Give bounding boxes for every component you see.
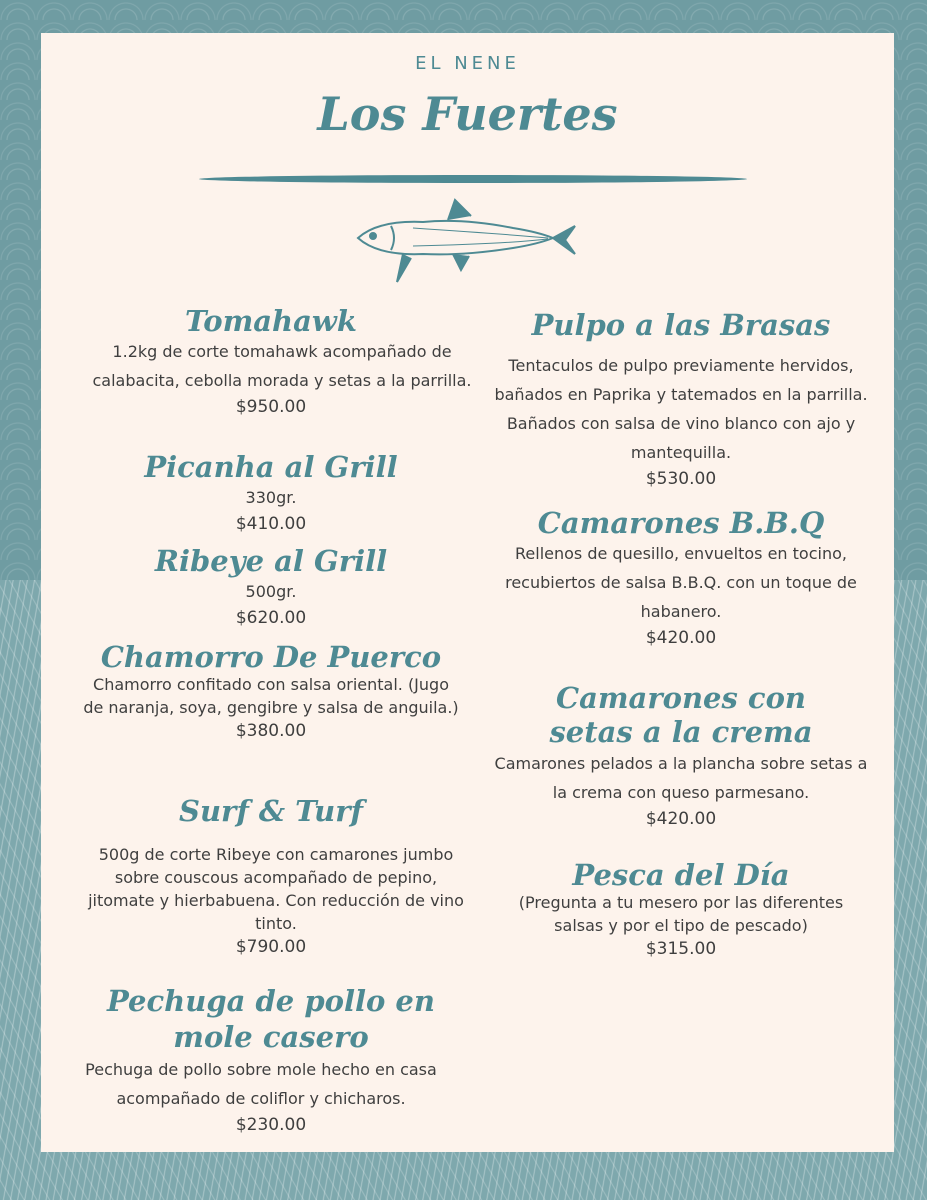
menu-item — [41, 795, 501, 959]
item-name: Camarones B.B.Q — [537, 506, 825, 540]
item-name: Ribeye al Grill — [154, 544, 388, 578]
item-name: Pechuga de pollo en mole casero — [107, 984, 435, 1054]
item-name: Picanha al Grill — [144, 450, 398, 484]
item-description: 500g de corte Ribeye con camarones jumbo sobre couscous acompañado de pepino, jitomate y hierbabuena. Con reducción de vino tinto. — [88, 845, 464, 933]
item-description: Tentaculos de pulpo previamente hervidos, bañados en Paprika y tatemados en la parrilla. Bañados con salsa de vino blanco con ajo y mantequilla. — [494, 356, 868, 462]
item-price: $230.00 — [235, 1115, 307, 1135]
item-price: $790.00 — [235, 937, 307, 957]
item-price: $315.00 — [645, 939, 717, 959]
menu-item — [41, 545, 501, 630]
item-description: 1.2kg de corte tomahawk acompañado de calabacita, cebolla morada y setas a la parrilla. — [92, 342, 472, 390]
menu-item — [481, 507, 881, 650]
item-description: 500gr. — [245, 582, 297, 601]
menu-column-right — [481, 33, 881, 1152]
item-name: Tomahawk — [184, 304, 357, 338]
menu-column-left — [41, 33, 501, 1152]
menu-item — [41, 983, 501, 1137]
item-price: $380.00 — [235, 721, 307, 741]
menu-panel — [41, 33, 894, 1152]
item-description: Rellenos de quesillo, envueltos en tocino, recubiertos de salsa B.B.Q. con un toque de habanero. — [505, 544, 857, 621]
menu-item — [481, 309, 881, 491]
item-price: $420.00 — [645, 628, 717, 648]
item-name: Chamorro De Puerco — [100, 640, 442, 674]
item-name: Camarones con setas a la crema — [549, 681, 813, 749]
item-name: Surf & Turf — [179, 794, 363, 828]
menu-item — [481, 681, 881, 831]
item-description: Pechuga de pollo sobre mole hecho en casa acompañado de coliflor y chicharos. — [85, 1060, 437, 1108]
item-price: $620.00 — [235, 608, 307, 628]
menu-item — [41, 451, 501, 536]
item-price: $530.00 — [645, 469, 717, 489]
restaurant-name: EL NENE — [415, 53, 520, 74]
menu-item — [41, 305, 501, 419]
menu-title: Los Fuertes — [317, 87, 618, 141]
item-price: $410.00 — [235, 514, 307, 534]
item-price: $420.00 — [645, 809, 717, 829]
menu-item — [481, 859, 881, 961]
menu-item — [41, 641, 501, 743]
item-name: Pesca del Día — [572, 858, 790, 892]
item-description: 330gr. — [245, 488, 297, 507]
item-description: (Pregunta a tu mesero por las diferentes salsas y por el tipo de pescado) — [518, 893, 844, 935]
item-name: Pulpo a las Brasas — [531, 308, 831, 342]
item-price: $950.00 — [235, 397, 307, 417]
item-description: Chamorro confitado con salsa oriental. (Jugo de naranja, soya, gengibre y salsa de anguila.) — [83, 675, 459, 717]
item-description: Camarones pelados a la plancha sobre setas a la crema con queso parmesano. — [494, 754, 868, 802]
